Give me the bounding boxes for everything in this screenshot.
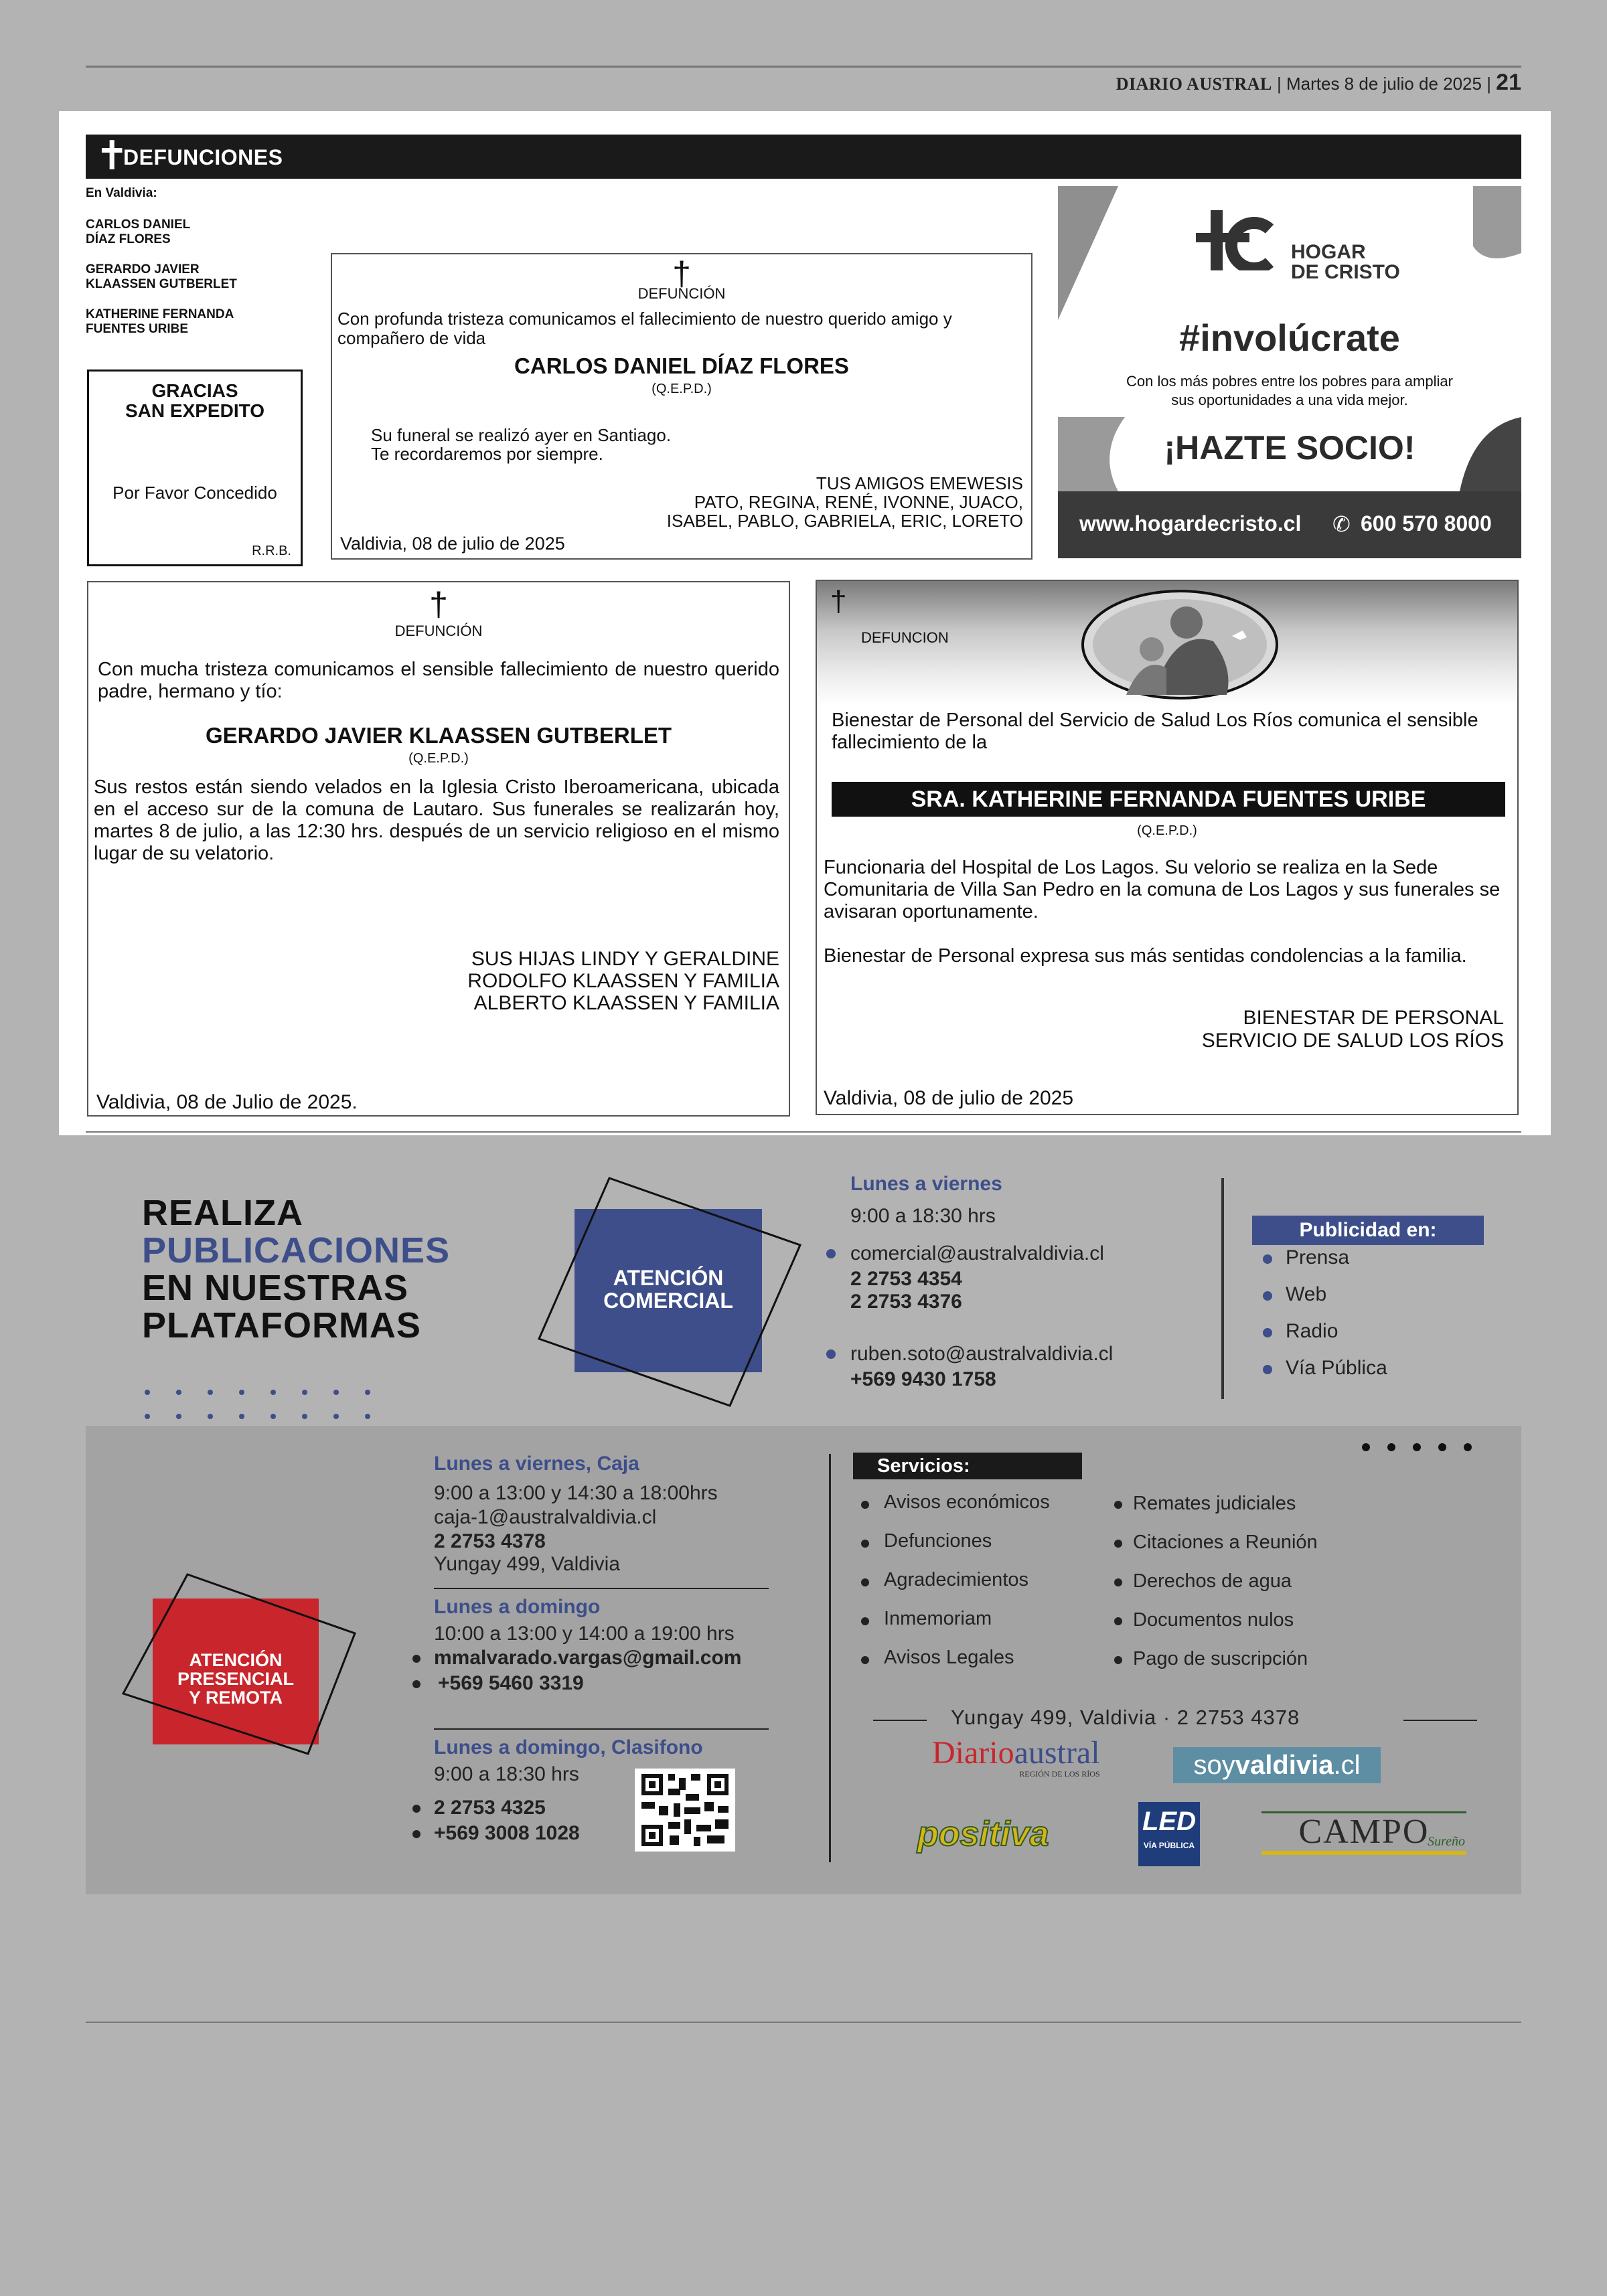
obituary-notice-fuentes <box>816 580 1519 1115</box>
bullet <box>1263 1291 1272 1301</box>
signature-line: RODOLFO KLAASSEN Y FAMILIA <box>467 970 779 992</box>
section-bar <box>86 135 1521 179</box>
gratitude-notice <box>87 370 303 566</box>
classifieds-title: Lunes a domingo, Clasifono <box>434 1736 703 1758</box>
qepd: (Q.E.P.D.) <box>652 382 712 396</box>
advertising-item: Web <box>1286 1283 1327 1305</box>
service-item: Avisos económicos <box>884 1491 1050 1513</box>
virgin-mary-image <box>1079 588 1280 702</box>
logo-text: valdivia <box>1235 1750 1334 1780</box>
service-item: Defunciones <box>884 1530 992 1552</box>
divider <box>434 1728 769 1730</box>
bullet <box>1114 1656 1122 1664</box>
hogar-phone: 600 570 8000 <box>1361 511 1492 536</box>
cashier-email[interactable]: caja-1@australvaldivia.cl <box>434 1506 657 1528</box>
signature-line: SUS HIJAS LINDY Y GERALDINE <box>471 948 779 970</box>
bullet <box>1263 1254 1272 1264</box>
cross-icon: † <box>429 586 448 623</box>
gratitude-initials: R.R.B. <box>252 544 291 558</box>
notice-label: DEFUNCIÓN <box>637 285 726 302</box>
index-name-line: GERARDO JAVIER <box>86 262 200 276</box>
phone-icon: ✆ <box>1332 512 1351 536</box>
service-item: Agradecimientos <box>884 1569 1028 1590</box>
logo-text: LED <box>1142 1807 1196 1836</box>
hogar-brand <box>1291 242 1400 282</box>
qepd: (Q.E.P.D.) <box>1137 823 1197 838</box>
office-address: Yungay 499, Valdivia · 2 2753 4378 <box>951 1706 1300 1729</box>
weekend-title: Lunes a domingo <box>434 1596 601 1618</box>
section-rule <box>86 1131 1521 1133</box>
ad-headline-line: EN NUESTRAS <box>142 1268 409 1308</box>
cross-icon: † <box>830 585 847 618</box>
cross-icon: † <box>672 255 691 293</box>
masthead: DIARIO AUSTRAL | Martes 8 de julio de 2025 | 21 <box>1116 70 1521 95</box>
index-entry <box>86 218 190 247</box>
commercial-email[interactable]: comercial@australvaldivia.cl <box>850 1242 1104 1264</box>
hogar-tagline <box>1058 372 1521 410</box>
weekend-phone: +569 5460 3319 <box>438 1672 584 1694</box>
logo-text: CAMPO <box>1298 1813 1430 1851</box>
ad-headline-line: PLATAFORMAS <box>142 1305 421 1345</box>
deceased-name: SRA. KATHERINE FERNANDA FUENTES URIBE <box>832 782 1505 817</box>
column-divider <box>1221 1178 1224 1399</box>
hogar-tagline-line: Con los más pobres entre los pobres para ampliar <box>1126 373 1453 390</box>
signature-line: SERVICIO DE SALUD LOS RÍOS <box>1201 1030 1504 1052</box>
bullet <box>826 1349 836 1359</box>
deceased-name: GERARDO JAVIER KLAASSEN GUTBERLET <box>205 723 672 748</box>
gratitude-text: Por Favor Concedido <box>112 483 277 503</box>
notice-label: DEFUNCIÓN <box>394 623 483 639</box>
place-date: Valdivia, 08 de Julio de 2025. <box>96 1091 358 1113</box>
bullet <box>861 1656 869 1664</box>
notice-signature <box>667 474 1023 530</box>
bullet <box>1263 1365 1272 1374</box>
hogar-footer <box>1058 491 1521 558</box>
in-person-box-label <box>153 1651 319 1707</box>
column-divider <box>829 1454 831 1862</box>
in-person-label-line: Y REMOTA <box>188 1688 283 1708</box>
bullet <box>1114 1617 1122 1625</box>
classifieds-phone-1: 2 2753 4325 <box>434 1797 546 1819</box>
logo-subtext: REGIÓN DE LOS RÍOS <box>1019 1769 1100 1779</box>
notice-intro: Con mucha tristeza comunicamos el sensible fallecimiento de nuestro querido padre, hermano y tío: <box>98 659 779 702</box>
index-name-line: KLAASSEN GUTBERLET <box>86 277 237 291</box>
index-name-line: DÍAZ FLORES <box>86 232 171 246</box>
signature-line: ISABEL, PABLO, GABRIELA, ERIC, LORETO <box>666 511 1023 531</box>
index-entry <box>86 262 237 292</box>
logo-text: .cl <box>1333 1750 1361 1780</box>
logo-text: soy <box>1193 1750 1235 1780</box>
logo-text: austral <box>1014 1735 1100 1771</box>
notice-label: DEFUNCION <box>861 629 949 646</box>
bullet <box>1263 1328 1272 1337</box>
signature-line: PATO, REGINA, RENÉ, IVONNE, JUACO, <box>694 492 1023 512</box>
notice-intro: Con profunda tristeza comunicamos el fallecimiento de nuestro querido amigo y compañero de vida <box>337 309 952 348</box>
cashier-address: Yungay 499, Valdivia <box>434 1553 620 1575</box>
ad-headline-line: REALIZA <box>142 1193 303 1233</box>
bullet <box>412 1830 420 1838</box>
divider <box>873 1720 927 1721</box>
divider <box>434 1588 769 1589</box>
paper-name: DIARIO AUSTRAL <box>1116 74 1272 94</box>
hogar-brand-line: HOGAR <box>1291 241 1366 263</box>
cashier-title: Lunes a viernes, Caja <box>434 1453 639 1475</box>
hogar-web[interactable]: www.hogardecristo.cl <box>1079 511 1302 536</box>
bullet <box>861 1578 869 1586</box>
page-number: 21 <box>1496 70 1521 95</box>
bullet <box>412 1655 420 1663</box>
logo-subtext: Sureño <box>1428 1834 1465 1849</box>
signature-line: TUS AMIGOS EMEWESIS <box>816 473 1023 493</box>
hogar-de-cristo-ad <box>1058 186 1521 558</box>
decor-dots <box>1359 1439 1480 1459</box>
index-name-line: CARLOS DANIEL <box>86 218 191 232</box>
ad-headline-line: PUBLICACIONES <box>142 1230 451 1270</box>
hogar-tagline-line: sus oportunidades a una vida mejor. <box>1171 392 1408 408</box>
weekend-email[interactable]: mmalvarado.vargas@gmail.com <box>434 1647 742 1669</box>
hogar-logo-icon <box>1189 210 1290 270</box>
sales-phone: +569 9430 1758 <box>850 1368 996 1390</box>
weekday-hours: 9:00 a 18:30 hrs <box>850 1205 996 1227</box>
weekend-hours: 10:00 a 13:00 y 14:00 a 19:00 hrs <box>434 1623 735 1645</box>
bullet <box>412 1805 420 1813</box>
bullet <box>1114 1540 1122 1548</box>
issue-date: Martes 8 de julio de 2025 <box>1286 74 1482 94</box>
index-entry <box>86 307 234 337</box>
advertising-item: Vía Pública <box>1286 1357 1387 1379</box>
obituary-notice-klaassen <box>87 581 790 1117</box>
bullet <box>826 1249 836 1258</box>
commercial-phone-2: 2 2753 4376 <box>850 1291 962 1313</box>
city-label: En Valdivia: <box>86 186 157 200</box>
service-item: Citaciones a Reunión <box>1133 1532 1318 1553</box>
ad-headline <box>142 1194 450 1344</box>
bullet <box>1114 1501 1122 1509</box>
classifieds-phone-2: +569 3008 1028 <box>434 1822 580 1844</box>
advertising-title: Publicidad en: <box>1252 1216 1484 1245</box>
in-person-label-line: PRESENCIAL <box>177 1669 295 1689</box>
header-rule <box>86 66 1521 68</box>
qepd: (Q.E.P.D.) <box>408 751 469 766</box>
commercial-label-line: COMERCIAL <box>603 1289 733 1313</box>
sales-email[interactable]: ruben.soto@australvaldivia.cl <box>850 1343 1114 1365</box>
commercial-phone-1: 2 2753 4354 <box>850 1268 962 1290</box>
weekday-hours-title: Lunes a viernes <box>850 1173 1002 1195</box>
service-item: Documentos nulos <box>1133 1609 1294 1631</box>
service-item: Inmemoriam <box>884 1608 992 1629</box>
service-item: Remates judiciales <box>1133 1493 1296 1514</box>
notice-intro: Bienestar de Personal del Servicio de Salud Los Ríos comunica el sensible fallecimiento de la <box>832 710 1478 753</box>
notice-text-2: Bienestar de Personal expresa sus más sentidas condolencias a la familia. <box>824 945 1467 967</box>
bullet <box>412 1680 420 1688</box>
obituary-notice-diaz <box>331 253 1032 560</box>
hogar-brand-line: DE CRISTO <box>1291 261 1400 283</box>
signature-line: ALBERTO KLAASSEN Y FAMILIA <box>473 992 779 1014</box>
logo-text: Diario <box>932 1735 1014 1771</box>
index-name-line: FUENTES URIBE <box>86 322 189 336</box>
bullet <box>861 1501 869 1509</box>
advertising-item: Prensa <box>1286 1246 1350 1268</box>
notice-text-line: Su funeral se realizó ayer en Santiago. <box>371 425 672 445</box>
in-person-label-line: ATENCIÓN <box>189 1650 283 1670</box>
deceased-name: CARLOS DANIEL DÍAZ FLORES <box>514 353 849 378</box>
footer-rule <box>86 2022 1521 2023</box>
service-item: Pago de suscripción <box>1133 1648 1308 1669</box>
service-item: Derechos de agua <box>1133 1570 1292 1592</box>
commercial-label-line: ATENCIÓN <box>613 1266 724 1290</box>
hogar-cta: ¡HAZTE SOCIO! <box>1164 429 1415 467</box>
logo-campo-sureno[interactable] <box>1261 1811 1466 1855</box>
logo-led[interactable] <box>1138 1802 1200 1866</box>
notice-signature <box>1202 1007 1504 1052</box>
notice-text: Sus restos están siendo velados en la Iglesia Cristo Iberoamericana, ubicada en el acceso sur de la comuna de Lautaro. Sus funerales se realizarán hoy, martes 8 de julio, a las 12:30 hrs. después de un servicio religioso en el mismo lugar de su velatorio. <box>94 776 779 864</box>
cross-icon: ✝ <box>95 133 129 178</box>
gratitude-title-2: SAN EXPEDITO <box>125 400 264 421</box>
logo-diario-austral[interactable] <box>932 1736 1100 1778</box>
place-date: Valdivia, 08 de julio de 2025 <box>340 534 565 554</box>
service-item: Avisos Legales <box>884 1647 1014 1668</box>
notice-signature <box>467 948 779 1014</box>
advertising-item: Radio <box>1286 1320 1338 1342</box>
services-title: Servicios: <box>853 1453 1082 1479</box>
notice-text: Funcionaria del Hospital de Los Lagos. Su velorio se realiza en la Sede Comunitaria de Villa San Pedro en la comuna de Los Lagos y sus funerales se avisaran oportunamente. <box>824 857 1501 922</box>
bullet <box>861 1617 869 1625</box>
place-date: Valdivia, 08 de julio de 2025 <box>824 1087 1074 1109</box>
index-name-line: KATHERINE FERNANDA <box>86 307 234 321</box>
notice-text <box>371 426 671 463</box>
gratitude-title: GRACIAS <box>151 380 238 401</box>
logo-positiva[interactable]: positiva <box>917 1815 1049 1854</box>
logo-soyvaldivia[interactable] <box>1173 1747 1381 1783</box>
cashier-phone: 2 2753 4378 <box>434 1530 546 1552</box>
qr-code-icon[interactable] <box>635 1769 735 1852</box>
notice-text-line: Te recordaremos por siempre. <box>371 444 603 464</box>
logo-subtext: VÍA PÚBLICA <box>1143 1841 1195 1850</box>
classifieds-hours: 9:00 a 18:30 hrs <box>434 1763 579 1785</box>
signature-line: BIENESTAR DE PERSONAL <box>1243 1007 1504 1029</box>
cashier-hours: 9:00 a 13:00 y 14:30 a 18:00hrs <box>434 1482 718 1504</box>
section-title: DEFUNCIONES <box>123 145 283 169</box>
hogar-hashtag: #involúcrate <box>1179 317 1400 359</box>
bullet <box>861 1540 869 1548</box>
commercial-box-label <box>575 1266 762 1312</box>
bullet <box>1114 1578 1122 1586</box>
divider <box>1403 1720 1477 1721</box>
